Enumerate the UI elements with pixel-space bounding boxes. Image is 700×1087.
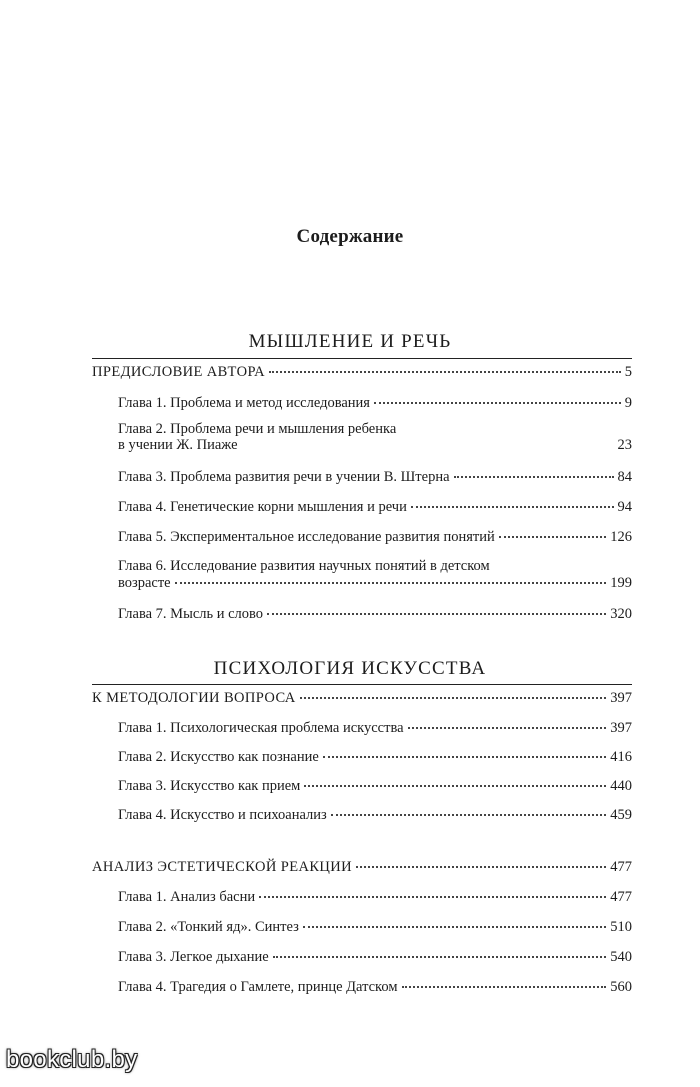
- toc-entry-preface[interactable]: [92, 364, 632, 380]
- toc-entry-label: Глава 2. «Тонкий яд». Синтез: [118, 919, 299, 935]
- leader-dots: [411, 506, 614, 508]
- toc-entry-reaction-chapter-4[interactable]: [118, 979, 632, 995]
- toc-page-number: 397: [610, 690, 632, 706]
- toc-page-number: 199: [610, 575, 632, 591]
- toc-page-number: 416: [610, 749, 632, 765]
- toc-entry-reaction-chapter-1[interactable]: [118, 889, 632, 905]
- watermark: bookclub.by: [6, 1046, 138, 1073]
- leader-dots: [303, 926, 606, 928]
- toc-page-number: 126: [610, 529, 632, 545]
- toc-page-number: 9: [624, 395, 632, 411]
- toc-entry-chapter-2-line1: Глава 2. Проблема речи и мышления ребенка: [118, 421, 397, 437]
- leader-dots: [273, 956, 607, 958]
- toc-page-number: 23: [617, 437, 632, 453]
- toc-page-number: 94: [617, 499, 632, 515]
- leader-dots: [242, 444, 614, 446]
- toc-entry-label: ПРЕДИСЛОВИЕ АВТОРА: [92, 364, 265, 380]
- part-title-psychology-of-art: ПСИХОЛОГИЯ ИСКУССТВА: [213, 658, 487, 679]
- leader-dots: [323, 756, 606, 758]
- toc-entry-label: Глава 3. Проблема развития речи в учении В. Штерна: [118, 469, 450, 485]
- toc-entry-art-chapter-3[interactable]: [118, 778, 632, 794]
- toc-entry-chapter-6-line1: Глава 6. Исследование развития научных понятий в детском: [118, 558, 490, 574]
- toc-page-number: 84: [617, 469, 632, 485]
- toc-entry-art-chapter-2[interactable]: [118, 749, 632, 765]
- toc-page-number: 477: [610, 859, 632, 875]
- toc-entry-label: Глава 2. Искусство как познание: [118, 749, 319, 765]
- toc-entry-label: возрасте: [118, 575, 171, 591]
- toc-page-number: 5: [624, 364, 632, 380]
- toc-page-number: 540: [610, 949, 632, 965]
- leader-dots: [374, 402, 621, 404]
- toc-entry-art-chapter-1[interactable]: [118, 720, 632, 736]
- part-title-rule: [92, 358, 632, 359]
- leader-dots: [402, 986, 607, 988]
- leader-dots: [269, 371, 621, 373]
- toc-entry-chapter-6[interactable]: [118, 575, 632, 591]
- toc-entry-chapter-5[interactable]: [118, 529, 632, 545]
- leader-dots: [454, 476, 614, 478]
- toc-entry-label: Глава 4. Трагедия о Гамлете, принце Датском: [118, 979, 398, 995]
- toc-page-number: 459: [610, 807, 632, 823]
- toc-entry-label: Глава 1. Проблема и метод исследования: [118, 395, 370, 411]
- toc-entry-reaction-chapter-2[interactable]: [118, 919, 632, 935]
- leader-dots: [304, 785, 606, 787]
- toc-entry-label: Глава 1. Психологическая проблема искусства: [118, 720, 404, 736]
- toc-entry-label: Глава 4. Генетические корни мышления и речи: [118, 499, 407, 515]
- toc-page-number: 477: [610, 889, 632, 905]
- toc-entry-aesthetic-reaction-section[interactable]: [92, 859, 632, 875]
- toc-page-number: 440: [610, 778, 632, 794]
- leader-dots: [408, 727, 607, 729]
- toc-entry-label: в учении Ж. Пиаже: [118, 437, 238, 453]
- toc-entry-label: Глава 3. Искусство как прием: [118, 778, 301, 794]
- leader-dots: [267, 613, 606, 615]
- toc-entry-label: Глава 3. Легкое дыхание: [118, 949, 269, 965]
- toc-entry-chapter-2[interactable]: [118, 437, 632, 453]
- toc-entry-label: Глава 4. Искусство и психоанализ: [118, 807, 327, 823]
- toc-entry-chapter-3[interactable]: [118, 469, 632, 485]
- toc-page-number: 397: [610, 720, 632, 736]
- toc-page-number: 510: [610, 919, 632, 935]
- toc-entry-reaction-chapter-3[interactable]: [118, 949, 632, 965]
- part-title-thinking-and-speech: МЫШЛЕНИЕ И РЕЧЬ: [248, 331, 452, 352]
- page-title: Содержание: [296, 226, 404, 247]
- toc-entry-label: Глава 1. Анализ басни: [118, 889, 256, 905]
- part-title-rule: [92, 684, 632, 685]
- toc-entry-label: Глава 7. Мысль и слово: [118, 606, 264, 622]
- toc-entry-label: АНАЛИЗ ЭСТЕТИЧЕСКОЙ РЕАКЦИИ: [92, 859, 353, 875]
- toc-page-number: 560: [610, 979, 632, 995]
- leader-dots: [300, 697, 607, 699]
- leader-dots: [259, 896, 606, 898]
- leader-dots: [499, 536, 607, 538]
- leader-dots: [175, 582, 607, 584]
- leader-dots: [331, 814, 606, 816]
- toc-entry-chapter-1[interactable]: [118, 395, 632, 411]
- toc-entry-chapter-4[interactable]: [118, 499, 632, 515]
- toc-entry-chapter-7[interactable]: [118, 606, 632, 622]
- toc-entry-art-chapter-4[interactable]: [118, 807, 632, 823]
- toc-page-number: 320: [610, 606, 632, 622]
- toc-entry-label: Глава 5. Экспериментальное исследование развития понятий: [118, 529, 495, 545]
- toc-entry-label: К МЕТОДОЛОГИИ ВОПРОСА: [92, 690, 296, 706]
- toc-entry-methodology-section[interactable]: [92, 690, 632, 706]
- leader-dots: [356, 866, 606, 868]
